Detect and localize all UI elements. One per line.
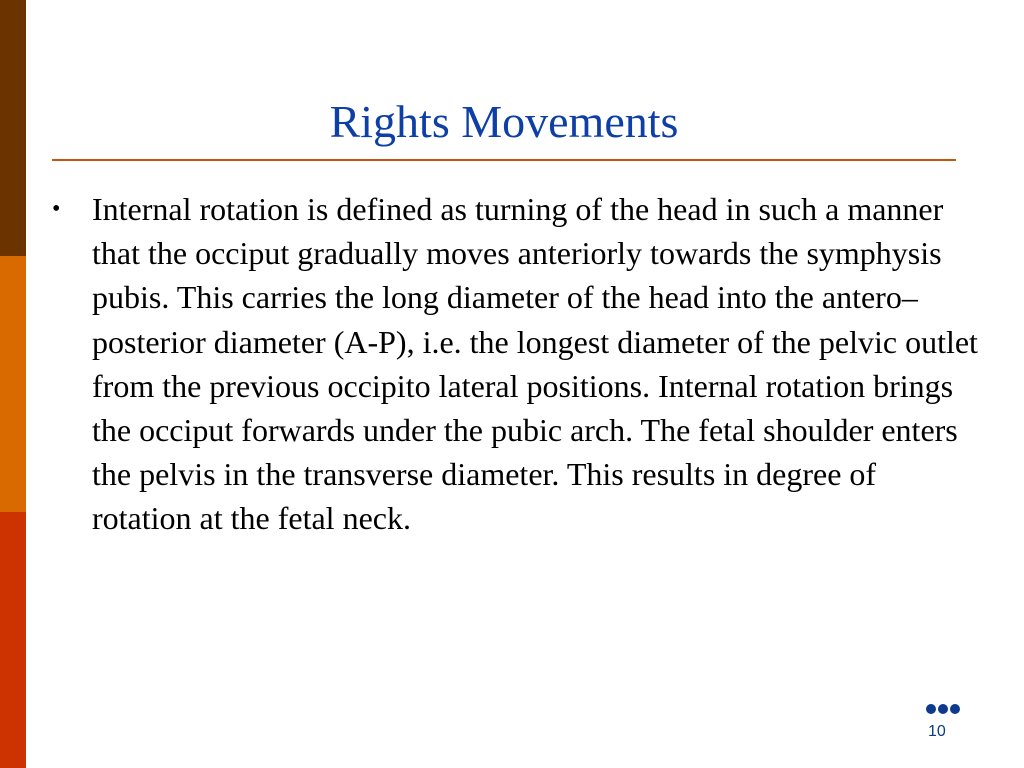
- slide-title: Rights Movements: [329, 96, 679, 147]
- dot-3: [950, 704, 960, 714]
- bullet-icon: •: [52, 196, 61, 222]
- accent-bar-middle-segment: [0, 256, 26, 512]
- bullet-text: Internal rotation is defined as turning of the head in such a manner that the occiput gradually moves anteriorly towards the symphysis pubis. This carries the long diameter of the head into the antero–posterior diameter (A-P), i.e. the longest diameter of the pelvic outlet from the previous occipito lateral positions. Internal rotation brings the occiput forwards under the pubic arch. The fetal shoulder enters the pelvis in the transverse diameter. This results in degree of rotation at the fetal neck.: [92, 191, 978, 537]
- dot-2: [938, 704, 948, 714]
- ellipsis-dots-icon: [924, 701, 964, 717]
- accent-bar-top-segment: [0, 0, 26, 256]
- page-number: 10: [928, 723, 946, 740]
- title-underline: [52, 159, 956, 161]
- bullet-item: [52, 187, 982, 541]
- bullet-list: [52, 187, 982, 541]
- left-accent-bar: [0, 0, 26, 768]
- accent-bar-bottom-segment: [0, 512, 26, 768]
- dot-1: [926, 704, 936, 714]
